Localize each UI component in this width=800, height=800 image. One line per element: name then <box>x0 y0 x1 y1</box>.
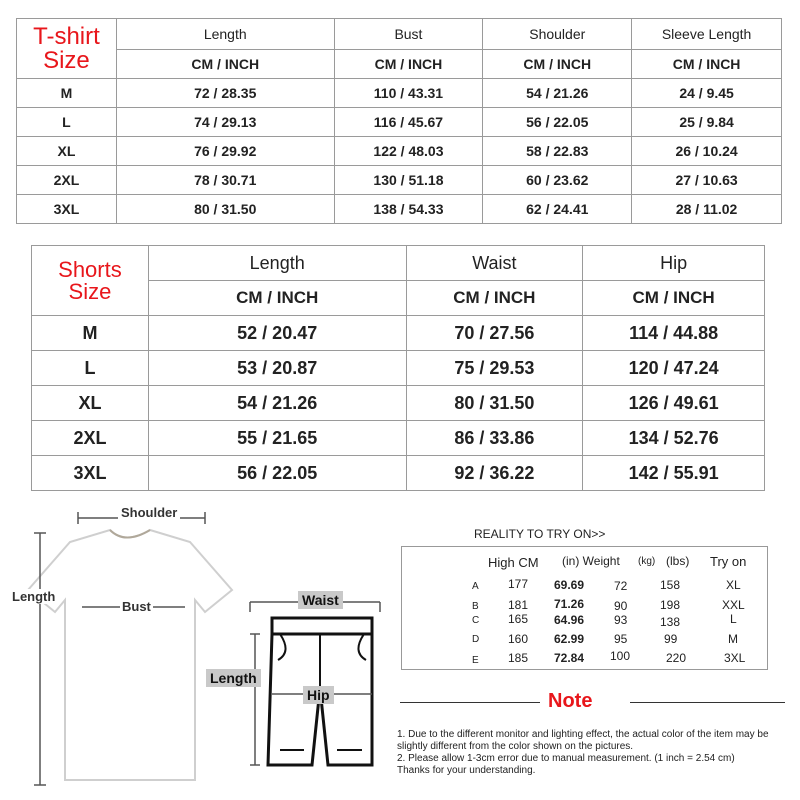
reality-cell: 99 <box>664 632 678 646</box>
diagram-waist-label: Waist <box>298 591 343 609</box>
reality-cell: M <box>728 632 738 646</box>
table-cell: 53 / 20.87 <box>148 351 406 386</box>
tshirt-row-2xl <box>17 166 782 195</box>
shorts-header-waist: Waist <box>406 246 583 281</box>
table-cell: 28 / 11.02 <box>632 195 782 224</box>
size-label: M <box>17 79 117 108</box>
shorts-header-hip: Hip <box>583 246 765 281</box>
shorts-title-line1: Shorts <box>58 256 122 282</box>
tshirt-size-table <box>16 18 782 224</box>
shorts-row-xl <box>32 386 765 421</box>
tshirt-unit: CM / INCH <box>116 50 334 79</box>
diagram-pants-length-label: Length <box>206 669 261 687</box>
reality-cell: XL <box>726 578 741 592</box>
table-cell: 54 / 21.26 <box>483 79 632 108</box>
table-cell: 58 / 22.83 <box>483 137 632 166</box>
size-label: 2XL <box>17 166 117 195</box>
table-cell: 75 / 29.53 <box>406 351 583 386</box>
reality-cell: 160 <box>508 632 529 646</box>
table-cell: 142 / 55.91 <box>583 456 765 491</box>
tshirt-size-title <box>17 19 117 79</box>
size-label: L <box>32 351 149 386</box>
reality-cell: 138 <box>660 615 681 629</box>
table-cell: 114 / 44.88 <box>583 316 765 351</box>
table-cell: 70 / 27.56 <box>406 316 583 351</box>
table-cell: 62 / 24.41 <box>483 195 632 224</box>
table-cell: 54 / 21.26 <box>148 386 406 421</box>
shorts-size-table <box>31 245 765 491</box>
shorts-row-3xl <box>32 456 765 491</box>
note-line-2: 2. Please allow 1-3cm error due to manual measurement. (1 inch = 2.54 cm) <box>397 753 735 764</box>
shorts-row-l <box>32 351 765 386</box>
size-label: 3XL <box>32 456 149 491</box>
tshirt-row-3xl <box>17 195 782 224</box>
reality-cell: 198 <box>660 598 681 612</box>
table-cell: 24 / 9.45 <box>632 79 782 108</box>
table-cell: 86 / 33.86 <box>406 421 583 456</box>
table-cell: 55 / 21.65 <box>148 421 406 456</box>
note-line-1: 1. Due to the different monitor and lighting effect, the actual color of the item may be slightly different from the color shown on the pictures. <box>397 729 769 752</box>
table-cell: 78 / 30.71 <box>116 166 334 195</box>
shorts-header-length: Length <box>148 246 406 281</box>
table-cell: 60 / 23.62 <box>483 166 632 195</box>
reality-cell: 72 <box>614 579 628 593</box>
note-text <box>397 729 797 777</box>
reality-cell: 95 <box>614 632 628 646</box>
table-cell: 122 / 48.03 <box>334 137 483 166</box>
shorts-unit: CM / INCH <box>583 281 765 316</box>
table-cell: 80 / 31.50 <box>406 386 583 421</box>
tshirt-unit-row <box>17 50 782 79</box>
size-label: XL <box>17 137 117 166</box>
size-label: L <box>17 108 117 137</box>
tshirt-header-bust: Bust <box>334 19 483 50</box>
table-cell: 74 / 29.13 <box>116 108 334 137</box>
reality-cell: 181 <box>508 598 529 612</box>
tshirt-header-row <box>17 19 782 50</box>
table-cell: 25 / 9.84 <box>632 108 782 137</box>
table-cell: 56 / 22.05 <box>483 108 632 137</box>
diagram-bust-label: Bust <box>122 599 151 614</box>
table-cell: 80 / 31.50 <box>116 195 334 224</box>
reality-table <box>401 546 768 670</box>
reality-header-kg: (kg) <box>638 556 656 567</box>
tshirt-row-m <box>17 79 782 108</box>
shorts-diagram <box>200 590 400 800</box>
reality-cell: 62.99 <box>554 632 585 646</box>
shorts-unit: CM / INCH <box>148 281 406 316</box>
shorts-row-m <box>32 316 765 351</box>
reality-cell: 177 <box>508 577 529 591</box>
tshirt-row-l <box>17 108 782 137</box>
tshirt-title-line1: T-shirt <box>33 22 100 50</box>
table-cell: 120 / 47.24 <box>583 351 765 386</box>
tshirt-header-length: Length <box>116 19 334 50</box>
size-label: M <box>32 316 149 351</box>
tshirt-unit: CM / INCH <box>334 50 483 79</box>
note-divider-left <box>400 702 540 703</box>
size-label: 3XL <box>17 195 117 224</box>
reality-cell: 3XL <box>724 651 746 665</box>
note-title: Note <box>548 690 593 712</box>
table-cell: 126 / 49.61 <box>583 386 765 421</box>
reality-header-weight: (in) Weight <box>562 554 620 568</box>
reality-cell: XXL <box>722 598 745 612</box>
reality-header-try: Try on <box>710 554 747 569</box>
size-label: XL <box>32 386 149 421</box>
reality-row-id: C <box>472 615 480 626</box>
table-cell: 116 / 45.67 <box>334 108 483 137</box>
table-cell: 134 / 52.76 <box>583 421 765 456</box>
reality-cell: 71.26 <box>554 597 585 611</box>
reality-cell: 93 <box>614 613 628 627</box>
tshirt-unit: CM / INCH <box>483 50 632 79</box>
reality-row-id: A <box>472 581 479 592</box>
reality-cell: 100 <box>610 649 631 663</box>
reality-header-lbs: (lbs) <box>666 554 690 568</box>
diagram-shoulder-label: Shoulder <box>118 505 180 520</box>
reality-cell: 165 <box>508 612 529 626</box>
note-divider-right <box>630 702 785 703</box>
table-cell: 92 / 36.22 <box>406 456 583 491</box>
table-cell: 76 / 29.92 <box>116 137 334 166</box>
reality-cell: 158 <box>660 578 681 592</box>
table-cell: 56 / 22.05 <box>148 456 406 491</box>
diagram-shirt-length-label: Length <box>12 589 56 604</box>
table-cell: 52 / 20.47 <box>148 316 406 351</box>
diagram-hip-label: Hip <box>303 686 334 704</box>
table-cell: 110 / 43.31 <box>334 79 483 108</box>
reality-cell: 90 <box>614 599 628 613</box>
table-cell: 26 / 10.24 <box>632 137 782 166</box>
table-cell: 27 / 10.63 <box>632 166 782 195</box>
shorts-unit: CM / INCH <box>406 281 583 316</box>
table-cell: 138 / 54.33 <box>334 195 483 224</box>
reality-cell: 64.96 <box>554 613 585 627</box>
reality-row-id: B <box>472 601 479 612</box>
reality-cell: 72.84 <box>554 651 585 665</box>
reality-header-high: High CM <box>488 555 539 570</box>
tshirt-header-sleeve-length: Sleeve Length <box>632 19 782 50</box>
reality-cell: 69.69 <box>554 578 585 592</box>
reality-cell: L <box>730 612 737 626</box>
reality-cell: 185 <box>508 651 529 665</box>
size-label: 2XL <box>32 421 149 456</box>
tshirt-unit: CM / INCH <box>632 50 782 79</box>
reality-cell: 220 <box>666 651 687 665</box>
note-header <box>400 690 785 716</box>
shorts-size-title <box>32 246 149 316</box>
shorts-row-2xl <box>32 421 765 456</box>
table-cell: 130 / 51.18 <box>334 166 483 195</box>
reality-title: REALITY TO TRY ON>> <box>474 527 606 541</box>
note-line-3: Thanks for your understanding. <box>397 765 536 776</box>
tshirt-header-shoulder: Shoulder <box>483 19 632 50</box>
reality-row-id: D <box>472 634 480 645</box>
shorts-header-row <box>32 246 765 281</box>
shorts-title-line2: Size <box>68 278 112 304</box>
tshirt-row-xl <box>17 137 782 166</box>
reality-row-id: E <box>472 655 479 666</box>
tshirt-title-line2: Size <box>43 46 90 74</box>
table-cell: 72 / 28.35 <box>116 79 334 108</box>
